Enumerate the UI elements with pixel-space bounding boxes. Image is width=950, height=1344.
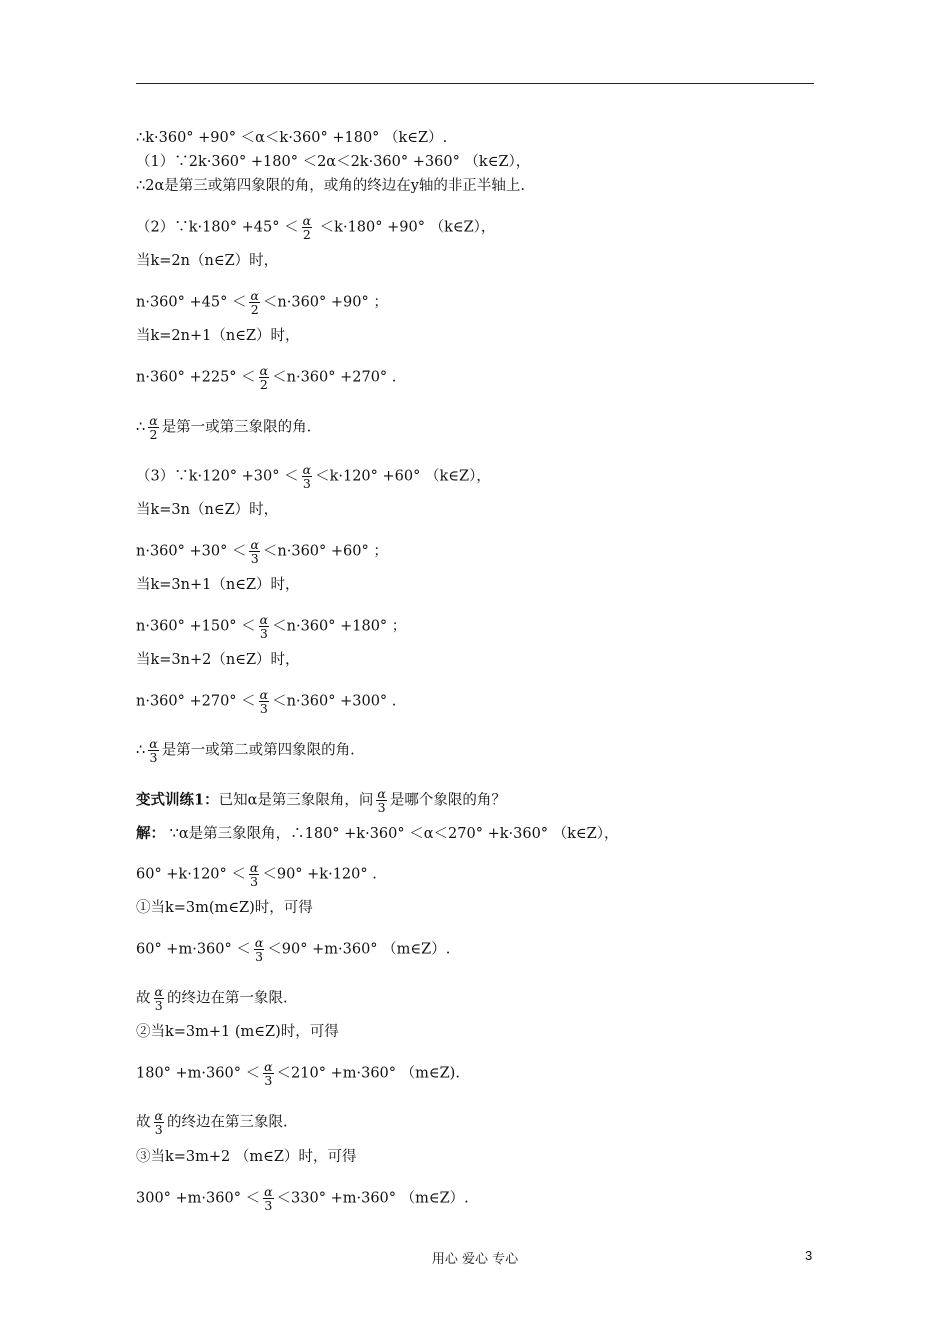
fraction: $\frac{\alpha}{3}$ xyxy=(377,786,386,815)
fraction: $\frac{\alpha}{3}$ xyxy=(302,462,312,491)
line-11: 当k=3n（n∈Z）时， xyxy=(136,502,279,518)
line-16: n·360° +270° ＜ $\frac{\alpha}{3}$ ＜n·360° +300° . xyxy=(136,687,397,716)
line-21: ①当k=3m(m∈Z)时，可得 xyxy=(136,900,313,916)
fraction: $\frac{\alpha}{3}$ xyxy=(249,860,259,889)
line-26: 故 $\frac{\alpha}{3}$ 的终边在第三象限. xyxy=(136,1108,288,1137)
line-2: （1）∵2k·360° +180° ＜2α＜2k·360° +360° （k∈Z）， xyxy=(136,154,531,170)
fraction: $\frac{\alpha}{3}$ xyxy=(264,1184,273,1213)
fraction: $\frac{\alpha}{3}$ xyxy=(154,1108,163,1137)
line-9: ∴ $\frac{\alpha}{2}$ 是第一或第三象限的角. xyxy=(136,413,312,442)
line-3: ∴2α是第三或第四象限的角，或角的终边在y轴的非正半轴上. xyxy=(136,178,526,194)
line-8: n·360° +225° ＜ $\frac{\alpha}{2}$ ＜n·360° +270° . xyxy=(136,363,397,392)
page-number: 3 xyxy=(805,1248,813,1263)
line-13: 当k=3n+1（n∈Z）时， xyxy=(136,577,300,593)
fraction: $\frac{\alpha}{3}$ xyxy=(254,935,264,964)
line-18: 变式训练1：已知α是第三象限角，问 $\frac{\alpha}{3}$ 是哪个象限的角？ xyxy=(136,786,506,815)
line-14: n·360° +150° ＜ $\frac{\alpha}{3}$ ＜n·360° +180° ； xyxy=(136,612,407,641)
line-1: ∴k·360° +90° ＜α＜k·360° +180° （k∈Z）. xyxy=(136,130,448,146)
line-6: n·360° +45° ＜ $\frac{\alpha}{2}$ ＜n·360° +90° ； xyxy=(136,288,388,317)
fraction: $\frac{\alpha}{2}$ xyxy=(259,363,269,392)
line-7: 当k=2n+1（n∈Z）时， xyxy=(136,328,300,344)
fraction: $\frac{\alpha}{3}$ xyxy=(259,687,269,716)
line-22: 60° +m·360° ＜ $\frac{\alpha}{3}$ ＜90° +m·360° （m∈Z）. xyxy=(136,935,451,964)
fraction: $\frac{\alpha}{2}$ xyxy=(149,413,158,442)
fraction: $\frac{\alpha}{3}$ xyxy=(259,612,269,641)
line-19: 解： ∵α是第三象限角，∴180° +k·360° ＜α＜270° +k·360° （k∈Z）， xyxy=(136,825,619,842)
fraction: $\frac{\alpha}{3}$ xyxy=(154,984,163,1013)
solution-heading: 解： xyxy=(136,825,165,842)
fraction: $\frac{\alpha}{3}$ xyxy=(149,736,158,765)
line-4: （2）∵k·180° +45° ＜ $\frac{\alpha}{2}$ ＜k·180° +90° （k∈Z）， xyxy=(136,213,496,242)
line-20: 60° +k·120° ＜ $\frac{\alpha}{3}$ ＜90° +k·120° . xyxy=(136,860,377,889)
line-27: ③当k=3m+2 （m∈Z）时，可得 xyxy=(136,1149,357,1165)
line-17: ∴ $\frac{\alpha}{3}$ 是第一或第二或第四象限的角. xyxy=(136,736,355,765)
fraction: $\frac{\alpha}{3}$ xyxy=(250,537,259,566)
line-10: （3）∵k·120° +30° ＜ $\frac{\alpha}{3}$ ＜k·120° +60° （k∈Z）， xyxy=(136,462,491,491)
line-28: 300° +m·360° ＜ $\frac{\alpha}{3}$ ＜330° +m·360° （m∈Z）. xyxy=(136,1184,469,1213)
header-rule xyxy=(136,83,814,84)
page-footer: 用心 爱心 专心 xyxy=(431,1252,519,1267)
line-25: 180° +m·360° ＜ $\frac{\alpha}{3}$ ＜210° +m·360° （m∈Z). xyxy=(136,1059,460,1088)
fraction: $\frac{\alpha}{3}$ xyxy=(264,1059,273,1088)
line-5: 当k=2n（n∈Z）时， xyxy=(136,253,279,269)
fraction: $\frac{\alpha}{2}$ xyxy=(302,213,312,242)
exercise-heading: 变式训练1： xyxy=(136,791,219,809)
line-24: ②当k=3m+1 (m∈Z)时，可得 xyxy=(136,1024,339,1040)
line-23: 故 $\frac{\alpha}{3}$ 的终边在第一象限. xyxy=(136,984,288,1013)
fraction: $\frac{\alpha}{2}$ xyxy=(250,288,259,317)
line-12: n·360° +30° ＜ $\frac{\alpha}{3}$ ＜n·360° +60° ； xyxy=(136,537,388,566)
line-15: 当k=3n+2（n∈Z）时， xyxy=(136,652,300,668)
